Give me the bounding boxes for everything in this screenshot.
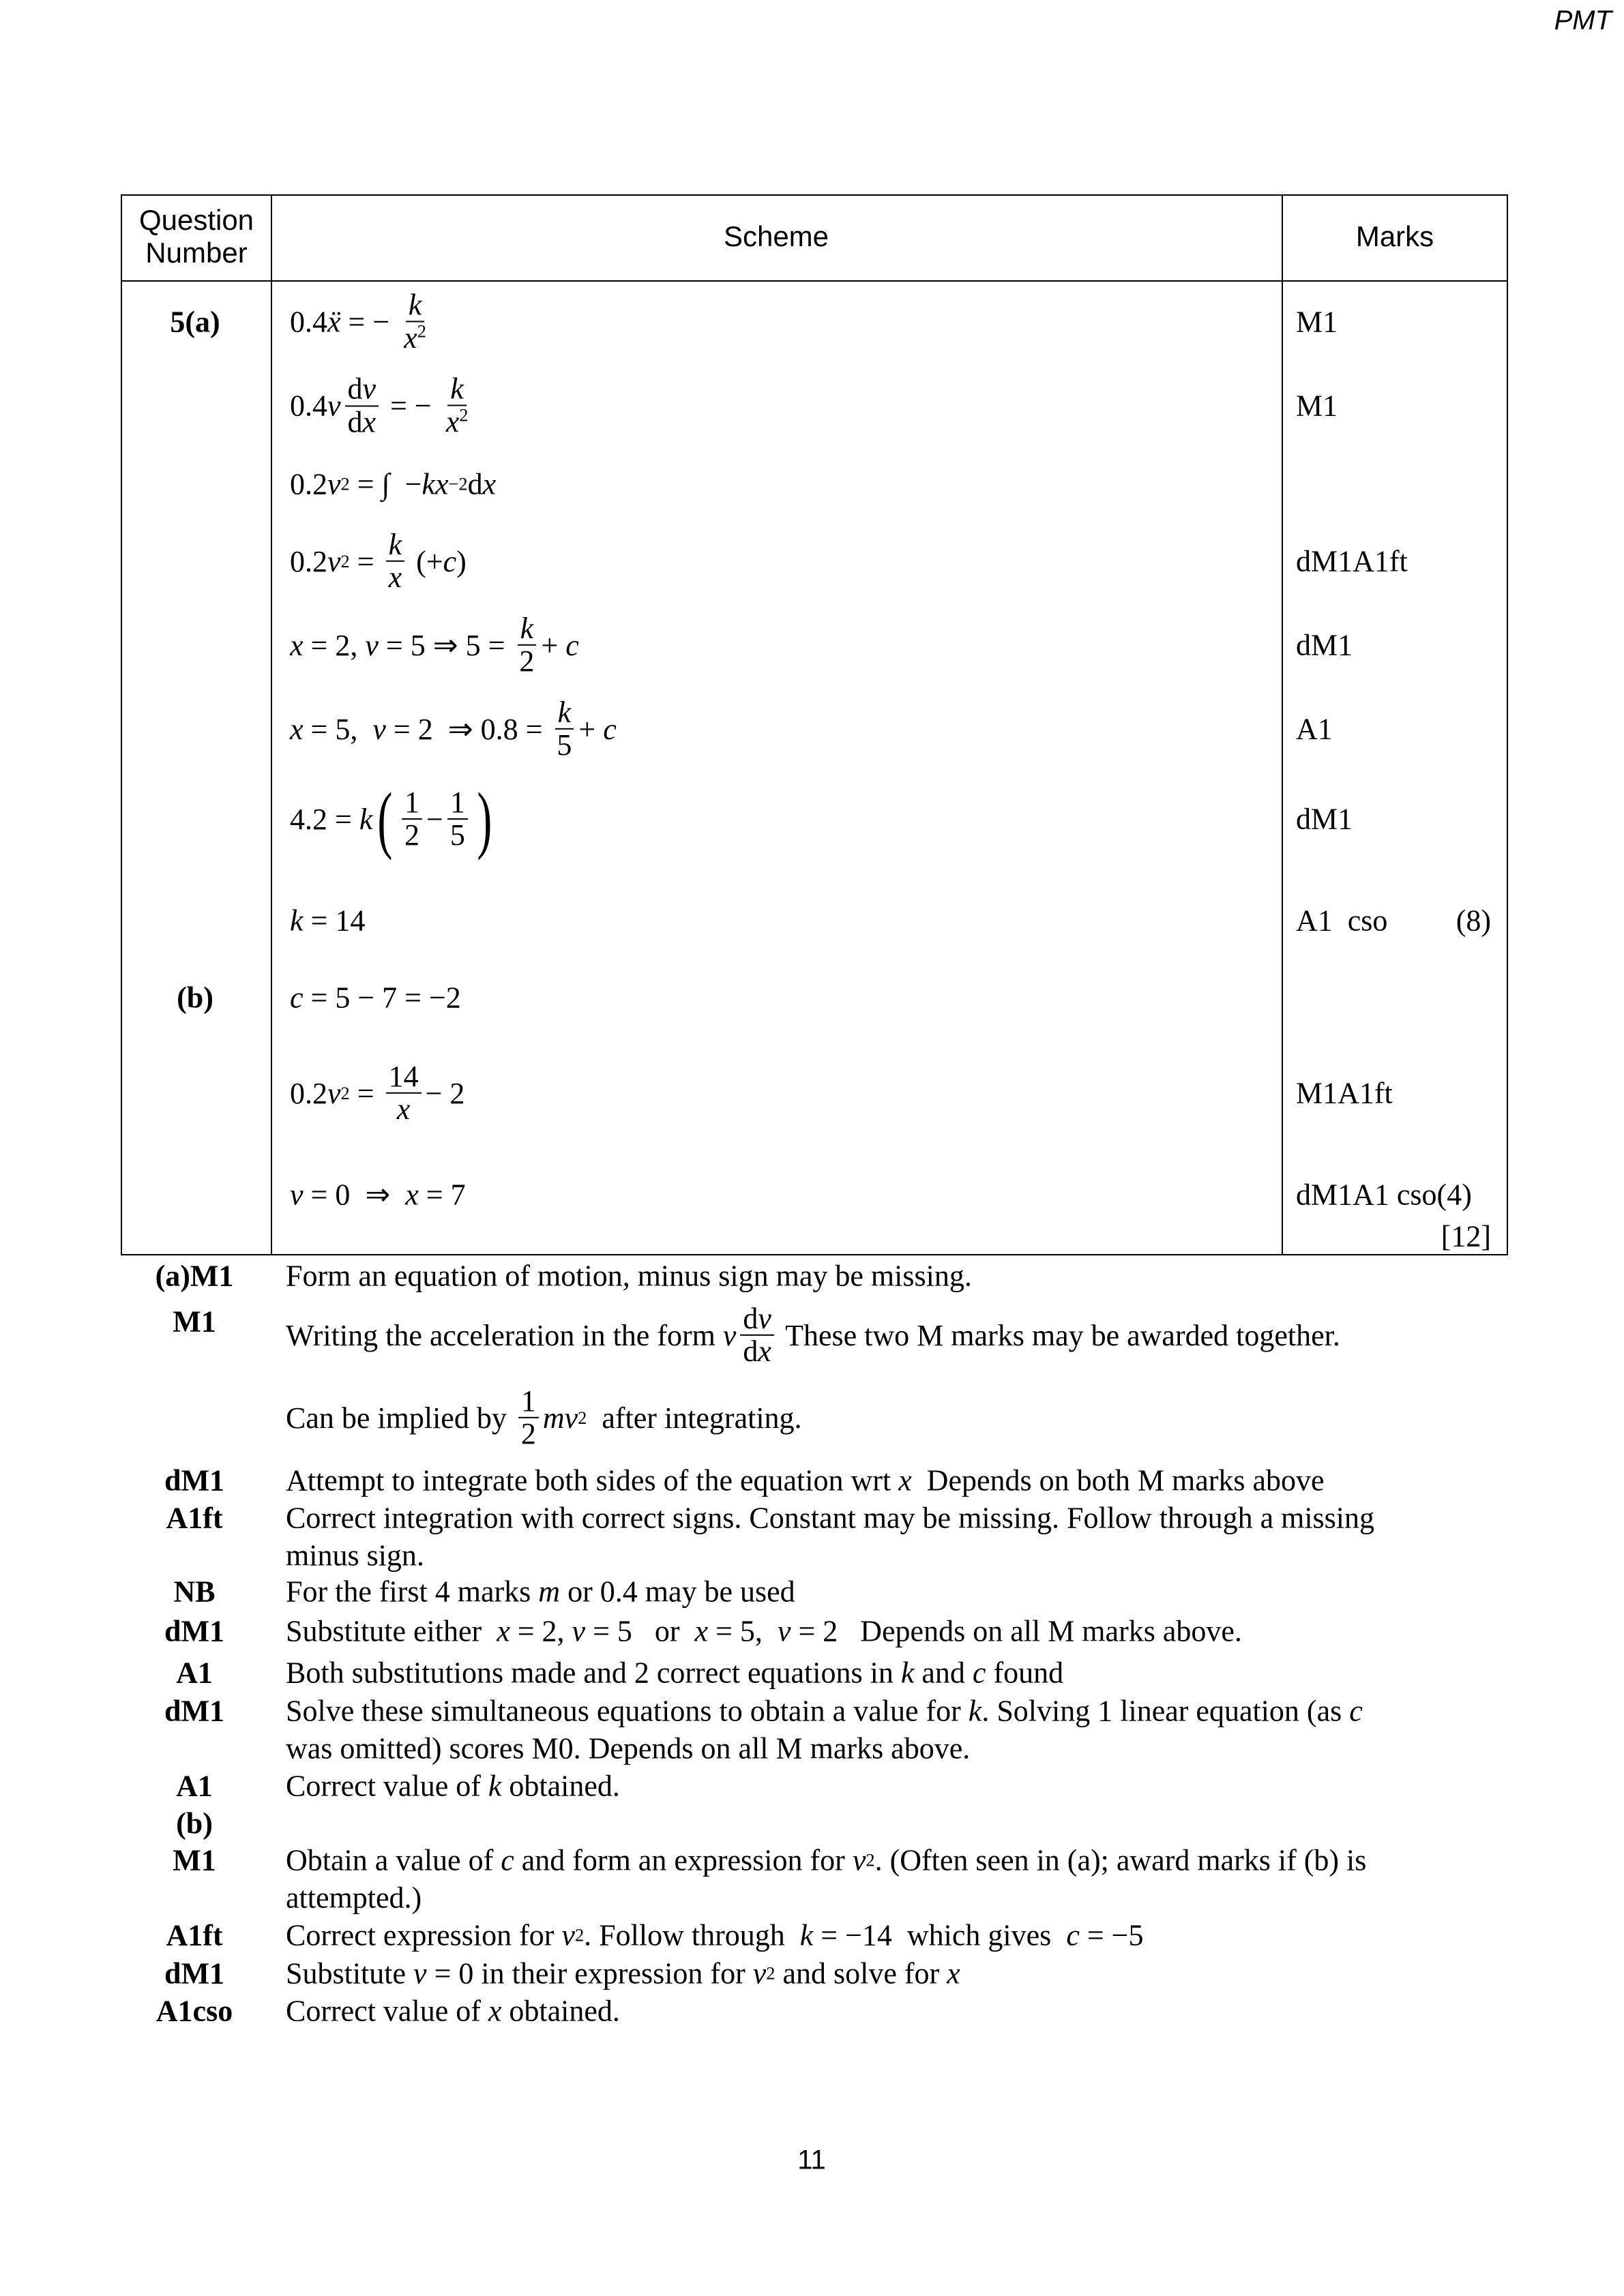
- math-text: = −: [340, 305, 398, 339]
- fraction-denominator: [554, 730, 574, 761]
- math-text: Substitute either: [286, 1614, 497, 1648]
- math-variable: v: [290, 1178, 304, 1212]
- math-variable: k: [408, 288, 422, 322]
- column-divider: [271, 196, 272, 1254]
- math-variable: x: [405, 1178, 419, 1212]
- math-fraction: [345, 374, 379, 438]
- fraction-denominator: [516, 646, 537, 677]
- math-variable: x: [482, 467, 497, 501]
- math-text: d: [743, 1335, 758, 1368]
- math-variable: ẍ: [327, 305, 341, 339]
- math-text: (+: [409, 544, 443, 578]
- math-text: =: [349, 1076, 382, 1110]
- math-variable: x: [404, 321, 417, 355]
- math-variable: v: [852, 1843, 866, 1877]
- math-variable: x: [694, 1614, 709, 1648]
- math-fraction: [740, 1303, 774, 1367]
- note-mark-label: M1: [173, 1843, 216, 1877]
- math-text: ): [456, 544, 467, 578]
- math-text: 2: [519, 644, 535, 678]
- math-text: Correct expression for: [286, 1918, 562, 1952]
- math-bracket: (: [377, 777, 393, 861]
- math-text: Correct integration with correct signs. Constant may be missing. Follow through a missing: [286, 1501, 1375, 1535]
- note-mark-label: dM1: [164, 1463, 224, 1497]
- math-text: =: [349, 544, 382, 578]
- note-mark-label: dM1: [164, 1956, 224, 1991]
- math-variable: v: [362, 372, 377, 406]
- math-text: = 2,: [510, 1614, 572, 1648]
- math-text: minus sign.: [286, 1538, 424, 1572]
- scheme-equation: [290, 289, 433, 354]
- math-exponent: 2: [766, 1963, 776, 1984]
- math-text: found: [986, 1656, 1064, 1690]
- note-text: [286, 1303, 1340, 1367]
- math-variable: v: [722, 1318, 737, 1352]
- mark-award: A1: [1296, 712, 1333, 746]
- note-text: [286, 1918, 1143, 1953]
- math-variable: x: [898, 1463, 912, 1497]
- math-variable: v: [327, 467, 341, 501]
- note-mark-label: A1: [176, 1769, 213, 1803]
- math-text: and solve for: [775, 1956, 947, 1991]
- math-text: For the first 4 marks: [286, 1575, 539, 1609]
- math-variable: k: [968, 1694, 982, 1728]
- math-variable: x: [290, 628, 304, 662]
- math-text: = 5 − 7 = −2: [303, 981, 461, 1015]
- question-label-5a: 5(a): [170, 305, 220, 339]
- math-text: 0.2: [290, 544, 327, 578]
- math-text: 14: [388, 1059, 419, 1093]
- scheme-equation: [290, 529, 467, 593]
- note-mark-label: (a)M1: [155, 1259, 234, 1293]
- math-text: − 2: [425, 1076, 465, 1110]
- math-variable: k: [488, 1769, 502, 1803]
- math-text: = 0 ⇒: [303, 1178, 406, 1212]
- fraction-numerator: [386, 529, 405, 562]
- math-text: Depends on both M marks above: [911, 1463, 1325, 1497]
- math-text: Correct value of: [286, 1994, 488, 2028]
- scheme-equation: [290, 1178, 466, 1212]
- math-text: obtained.: [501, 1994, 620, 2028]
- math-variable: m: [538, 1575, 561, 1609]
- mark-award: dM1: [1296, 802, 1353, 836]
- math-text: = 2,: [303, 628, 366, 662]
- math-variable: v: [752, 1956, 767, 1991]
- header-question-number: Question Number: [138, 204, 254, 269]
- math-variable: mv: [542, 1401, 578, 1435]
- note-text: [286, 1386, 802, 1450]
- math-text: = −14 which gives: [813, 1918, 1067, 1952]
- math-fraction: [386, 529, 405, 593]
- math-variable: v: [365, 628, 379, 662]
- math-text: = 2 ⇒ 0.8 =: [385, 712, 550, 746]
- math-text: obtained.: [501, 1769, 620, 1803]
- math-variable: k: [359, 802, 373, 836]
- math-exponent: 2: [866, 1849, 875, 1870]
- fraction-denominator: [386, 562, 405, 593]
- math-variable: x: [947, 1956, 960, 1991]
- math-fraction: [554, 697, 574, 761]
- note-mark-label: A1ft: [166, 1918, 223, 1952]
- math-variable: c: [290, 981, 304, 1015]
- scheme-equation: [290, 697, 617, 761]
- math-text: 1: [404, 785, 419, 819]
- math-text: = 14: [303, 904, 366, 938]
- math-text: Attempt to integrate both sides of the equation wrt: [286, 1463, 899, 1497]
- math-text: 5: [557, 728, 572, 762]
- note-mark-label: (b): [176, 1806, 213, 1840]
- note-mark-label: A1cso: [156, 1994, 233, 2028]
- fraction-numerator: [447, 787, 468, 820]
- note-mark-label: NB: [173, 1575, 216, 1609]
- math-text: = −5: [1079, 1918, 1144, 1952]
- math-bracket: ): [477, 777, 492, 861]
- mark-award: dM1: [1296, 628, 1353, 662]
- note-text: [286, 1538, 424, 1573]
- header-scheme: Scheme: [723, 220, 829, 252]
- math-text: +: [578, 712, 604, 746]
- math-variable: v: [327, 544, 341, 578]
- math-fraction: [443, 373, 471, 438]
- math-variable: v: [561, 1918, 575, 1952]
- note-text: [286, 1463, 1325, 1498]
- fraction-denominator: [345, 406, 379, 438]
- fraction-denominator: [401, 320, 429, 355]
- math-variable: c: [972, 1656, 986, 1690]
- math-text: after integrating.: [587, 1401, 802, 1435]
- math-variable: c: [1349, 1694, 1363, 1728]
- math-variable: k: [450, 372, 464, 406]
- math-text: Solve these simultaneous equations to obtain a value for: [286, 1694, 969, 1728]
- fraction-denominator: [402, 820, 422, 851]
- math-text: d: [743, 1301, 758, 1335]
- note-text: [286, 1994, 620, 2029]
- note-text: [286, 1656, 1063, 1690]
- math-exponent: 2: [340, 1082, 350, 1103]
- math-variable: x: [497, 1614, 510, 1648]
- math-fraction: [401, 289, 429, 354]
- math-text: and: [914, 1656, 973, 1690]
- column-divider: [1282, 196, 1283, 1254]
- math-text: = 5,: [303, 712, 373, 746]
- math-text: = 2 Depends on all M marks above.: [791, 1614, 1242, 1648]
- math-text: = 7: [418, 1178, 466, 1212]
- scheme-equation: [290, 1061, 464, 1125]
- math-text: = ∫ −: [349, 467, 422, 501]
- math-text: 1: [449, 785, 465, 819]
- math-text: 0.4: [290, 389, 327, 423]
- math-text: Writing the acceleration in the form: [286, 1318, 723, 1352]
- math-text: d: [347, 372, 363, 406]
- math-text: = −: [383, 389, 439, 423]
- mark-award: M1A1ft: [1296, 1076, 1393, 1110]
- header-marks: Marks: [1355, 220, 1434, 252]
- math-text: 4.2 =: [290, 802, 359, 836]
- math-variable: v: [777, 1614, 791, 1648]
- fraction-numerator: [402, 787, 422, 820]
- note-mark-label: dM1: [164, 1694, 224, 1728]
- fraction-numerator: [740, 1303, 774, 1336]
- math-variable: c: [565, 628, 579, 662]
- fraction-denominator: [394, 1094, 413, 1125]
- note-text: [286, 1731, 970, 1766]
- math-text: +: [541, 628, 566, 662]
- question-label-5b: (b): [177, 981, 213, 1015]
- math-fraction: [516, 613, 537, 677]
- math-text: 0.2: [290, 467, 327, 501]
- math-text: . Solving 1 linear equation (as: [981, 1694, 1350, 1728]
- math-exponent: 2: [459, 404, 469, 426]
- note-mark-label: A1: [176, 1656, 213, 1690]
- math-text: 1: [520, 1384, 536, 1418]
- note-text: [286, 1614, 1242, 1649]
- math-text: = 5 ⇒ 5 =: [378, 628, 513, 662]
- fraction-denominator: [447, 820, 468, 851]
- scheme-equation: [290, 373, 475, 438]
- fraction-numerator: [345, 374, 379, 406]
- header-divider: [122, 280, 1507, 282]
- math-variable: v: [327, 389, 341, 423]
- note-text: [286, 1694, 1363, 1729]
- mark-award: A1 cso: [1296, 904, 1388, 938]
- math-text: −: [426, 802, 443, 836]
- math-text: d: [467, 467, 483, 501]
- fraction-denominator: [740, 1336, 774, 1367]
- math-text: 0.4: [290, 305, 327, 339]
- math-variable: x: [362, 405, 377, 438]
- math-variable: v: [372, 712, 386, 746]
- fraction-denominator: [443, 406, 471, 438]
- math-text: Substitute: [286, 1956, 414, 1991]
- math-variable: c: [1066, 1918, 1080, 1952]
- math-exponent: 2: [340, 473, 350, 494]
- scheme-equation: [290, 467, 496, 502]
- math-variable: x: [758, 1335, 771, 1368]
- note-mark-label: M1: [173, 1304, 216, 1339]
- math-variable: x: [290, 712, 304, 746]
- math-variable: v: [327, 1076, 341, 1110]
- mark-award: dM1A1 cso(4): [1296, 1178, 1472, 1212]
- page-number: 11: [797, 2145, 826, 2175]
- note-text: [286, 1501, 1374, 1536]
- fraction-numerator: [406, 289, 425, 322]
- math-variable: x: [396, 1092, 411, 1126]
- math-exponent: 2: [340, 550, 350, 571]
- scheme-equation: [290, 777, 497, 861]
- note-text: [286, 1769, 620, 1804]
- math-text: Can be implied by: [286, 1401, 514, 1435]
- math-text: was omitted) scores M0. Depends on all M marks above.: [286, 1731, 971, 1765]
- math-text: Both substitutions made and 2 correct equations in: [286, 1656, 901, 1690]
- math-text: 5: [449, 818, 465, 852]
- math-text: or 0.4 may be used: [560, 1575, 795, 1609]
- math-variable: k: [900, 1656, 915, 1690]
- math-text: = 0 in their expression for: [426, 1956, 753, 1991]
- math-text: 2: [520, 1417, 536, 1450]
- math-variable: k: [520, 611, 534, 645]
- math-text: . Follow through: [584, 1918, 800, 1952]
- math-exponent: 2: [574, 1924, 585, 1945]
- fraction-numerator: [555, 697, 574, 730]
- note-mark-label: A1ft: [166, 1501, 223, 1535]
- note-text: [286, 1259, 972, 1294]
- math-text: and form an expression for: [514, 1843, 853, 1877]
- math-variable: v: [572, 1614, 586, 1648]
- math-variable: kx: [422, 467, 449, 501]
- scheme-equation: [290, 981, 461, 1015]
- math-text: = 5 or: [585, 1614, 695, 1648]
- math-variable: v: [413, 1956, 427, 1991]
- math-variable: x: [445, 405, 460, 439]
- grand-total: [12]: [1441, 1219, 1491, 1253]
- math-variable: c: [501, 1843, 514, 1877]
- math-variable: c: [603, 712, 617, 746]
- math-text: 2: [404, 818, 419, 852]
- mark-award: M1: [1296, 389, 1338, 423]
- math-text: Correct value of: [286, 1769, 488, 1803]
- math-exponent: 2: [417, 320, 426, 342]
- mark-award: dM1A1ft: [1296, 544, 1408, 578]
- fraction-numerator: [447, 373, 467, 406]
- math-text: . (Often seen in (a); award marks if (b) is: [874, 1843, 1367, 1877]
- math-exponent: −2: [448, 473, 468, 494]
- math-text: Form an equation of motion, minus sign may be missing.: [286, 1259, 972, 1293]
- math-variable: k: [557, 695, 572, 729]
- fraction-numerator: [518, 613, 537, 646]
- fraction-numerator: [518, 1386, 539, 1418]
- math-variable: k: [290, 904, 304, 938]
- math-text: d: [347, 405, 363, 438]
- note-text: [286, 1956, 960, 1991]
- fraction-denominator: [518, 1418, 539, 1450]
- math-variable: k: [388, 527, 402, 561]
- math-text: 0.2: [290, 1076, 327, 1110]
- math-variable: x: [488, 1994, 502, 2028]
- note-text: [286, 1843, 1366, 1878]
- math-exponent: 2: [578, 1407, 587, 1428]
- math-text: attempted.): [286, 1881, 422, 1915]
- math-fraction: [447, 787, 468, 851]
- math-text: Obtain a value of: [286, 1843, 501, 1877]
- mark-award: M1: [1296, 305, 1338, 339]
- scheme-equation: [290, 613, 579, 677]
- math-fraction: [518, 1386, 539, 1450]
- math-fraction: [386, 1061, 422, 1125]
- math-variable: x: [388, 561, 402, 594]
- note-mark-label: dM1: [164, 1614, 224, 1648]
- math-variable: c: [443, 544, 457, 578]
- pmt-header-tag: PMT: [1554, 5, 1612, 35]
- note-text: [286, 1575, 795, 1609]
- math-text: These two M marks may be awarded together.: [778, 1318, 1340, 1352]
- math-variable: v: [758, 1301, 771, 1335]
- math-variable: k: [799, 1918, 814, 1952]
- math-fraction: [402, 787, 422, 851]
- fraction-numerator: [386, 1061, 422, 1094]
- note-text: [286, 1881, 422, 1915]
- math-text: = 5,: [708, 1614, 778, 1648]
- part-a-total: (8): [1456, 904, 1491, 938]
- scheme-equation: [290, 904, 365, 938]
